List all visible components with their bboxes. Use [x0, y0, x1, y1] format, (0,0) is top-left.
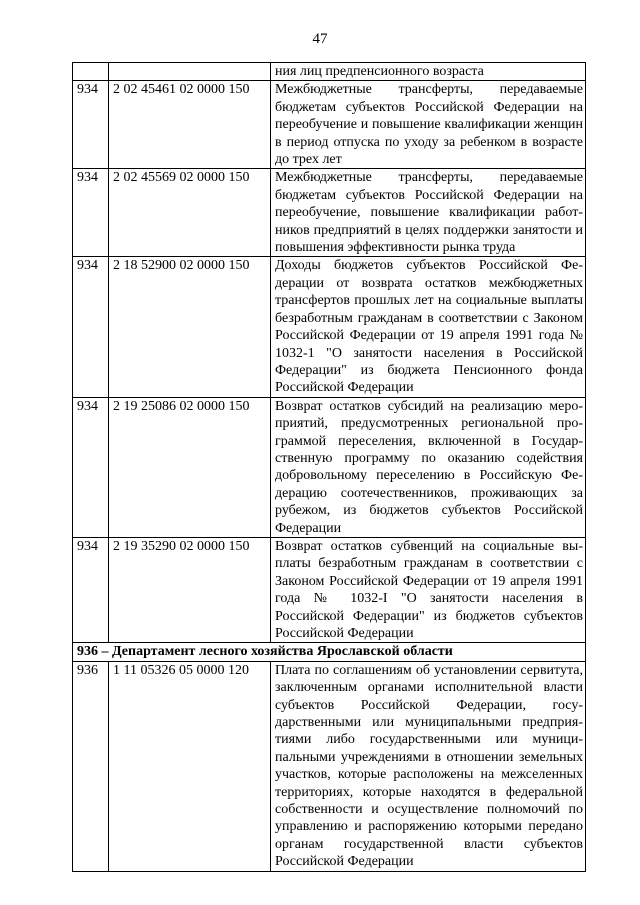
- description-cell: Межбюджетные трансферты, передаваемые бюджетам субъектов Российской Федерации на переобучение и повышение квалификации женщин в период отпуска по уходу за ребенком в возрасте до трех лет: [271, 81, 586, 169]
- table-row: [73, 397, 586, 537]
- table-row: [73, 661, 586, 871]
- table-row-continuation: [73, 63, 586, 81]
- admin-code-cell: 936: [73, 661, 109, 871]
- admin-code-cell: 934: [73, 169, 109, 257]
- budget-code-cell: 2 19 35290 02 0000 150: [109, 537, 271, 642]
- description-cell: Плата по соглашениям об установлении сервитута, заключенным органами исполнительной власти субъектов Российской Федерации, государственными или муниципальными предприятиями либо государственными или муниципальными учреждениями в отношении земельных участков, которые расположены на межселенных территориях, которые находятся в федеральной собственности и осуществление полномочий по управлению и распоряжению которыми передано органам государственной власти субъектов Российской Федерации: [271, 661, 586, 871]
- admin-code-cell: 934: [73, 81, 109, 169]
- description-cell: Возврат остатков субсидий на реализацию мероприятий, предусмотренных региональной программой переселения, включенной в Государственную программу по оказанию содействия добровольному переселению в Российскую Федерацию соотечественников, проживающих за рубежом, из бюджетов субъектов Российской Федерации: [271, 397, 586, 537]
- budget-code-cell: 2 02 45569 02 0000 150: [109, 169, 271, 257]
- description-cell: Межбюджетные трансферты, передаваемые бюджетам субъектов Российской Федерации на переобучение, повышение квалификации работников предприятий в целях поддержки занятости и повышения эффективности рынка труда: [271, 169, 586, 257]
- table-body: [73, 63, 586, 872]
- budget-code-cell: 2 19 25086 02 0000 150: [109, 397, 271, 537]
- table-row: [73, 169, 586, 257]
- table-row: [73, 257, 586, 397]
- table-row: [73, 537, 586, 642]
- admin-code-cell: 934: [73, 257, 109, 397]
- admin-cell: [73, 63, 109, 81]
- description-cell: Возврат остатков субвенций на социальные выплаты безработным гражданам в соответствии с Законом Российской Федерации от 19 апреля 1991 года № 1032-I "О занятости населения в Российской Федерации" из бюджетов субъектов Российской Федерации: [271, 537, 586, 642]
- section-header-row: [73, 643, 586, 661]
- admin-code-cell: 934: [73, 397, 109, 537]
- code-cell: [109, 63, 271, 81]
- description-cell: Доходы бюджетов субъектов Российской Федерации от возврата остатков межбюджетных трансфертов прошлых лет на социальные выплаты безработным гражданам в соответствии с Законом Российской Федерации от 19 апреля 1991 года № 1032-1 "О занятости населения в Российской Федерации" из бюджета Пенсионного фонда Российской Федерации: [271, 257, 586, 397]
- budget-code-cell: 2 18 52900 02 0000 150: [109, 257, 271, 397]
- section-header: 936 – Департамент лесного хозяйства Ярославской области: [73, 643, 586, 661]
- description-cell: ния лиц предпенсионного возраста: [271, 63, 586, 81]
- revenue-codes-table: [72, 62, 586, 872]
- admin-code-cell: 934: [73, 537, 109, 642]
- budget-code-cell: 2 02 45461 02 0000 150: [109, 81, 271, 169]
- page-number: 47: [312, 31, 328, 47]
- table-row: [73, 81, 586, 169]
- budget-code-cell: 1 11 05326 05 0000 120: [109, 661, 271, 871]
